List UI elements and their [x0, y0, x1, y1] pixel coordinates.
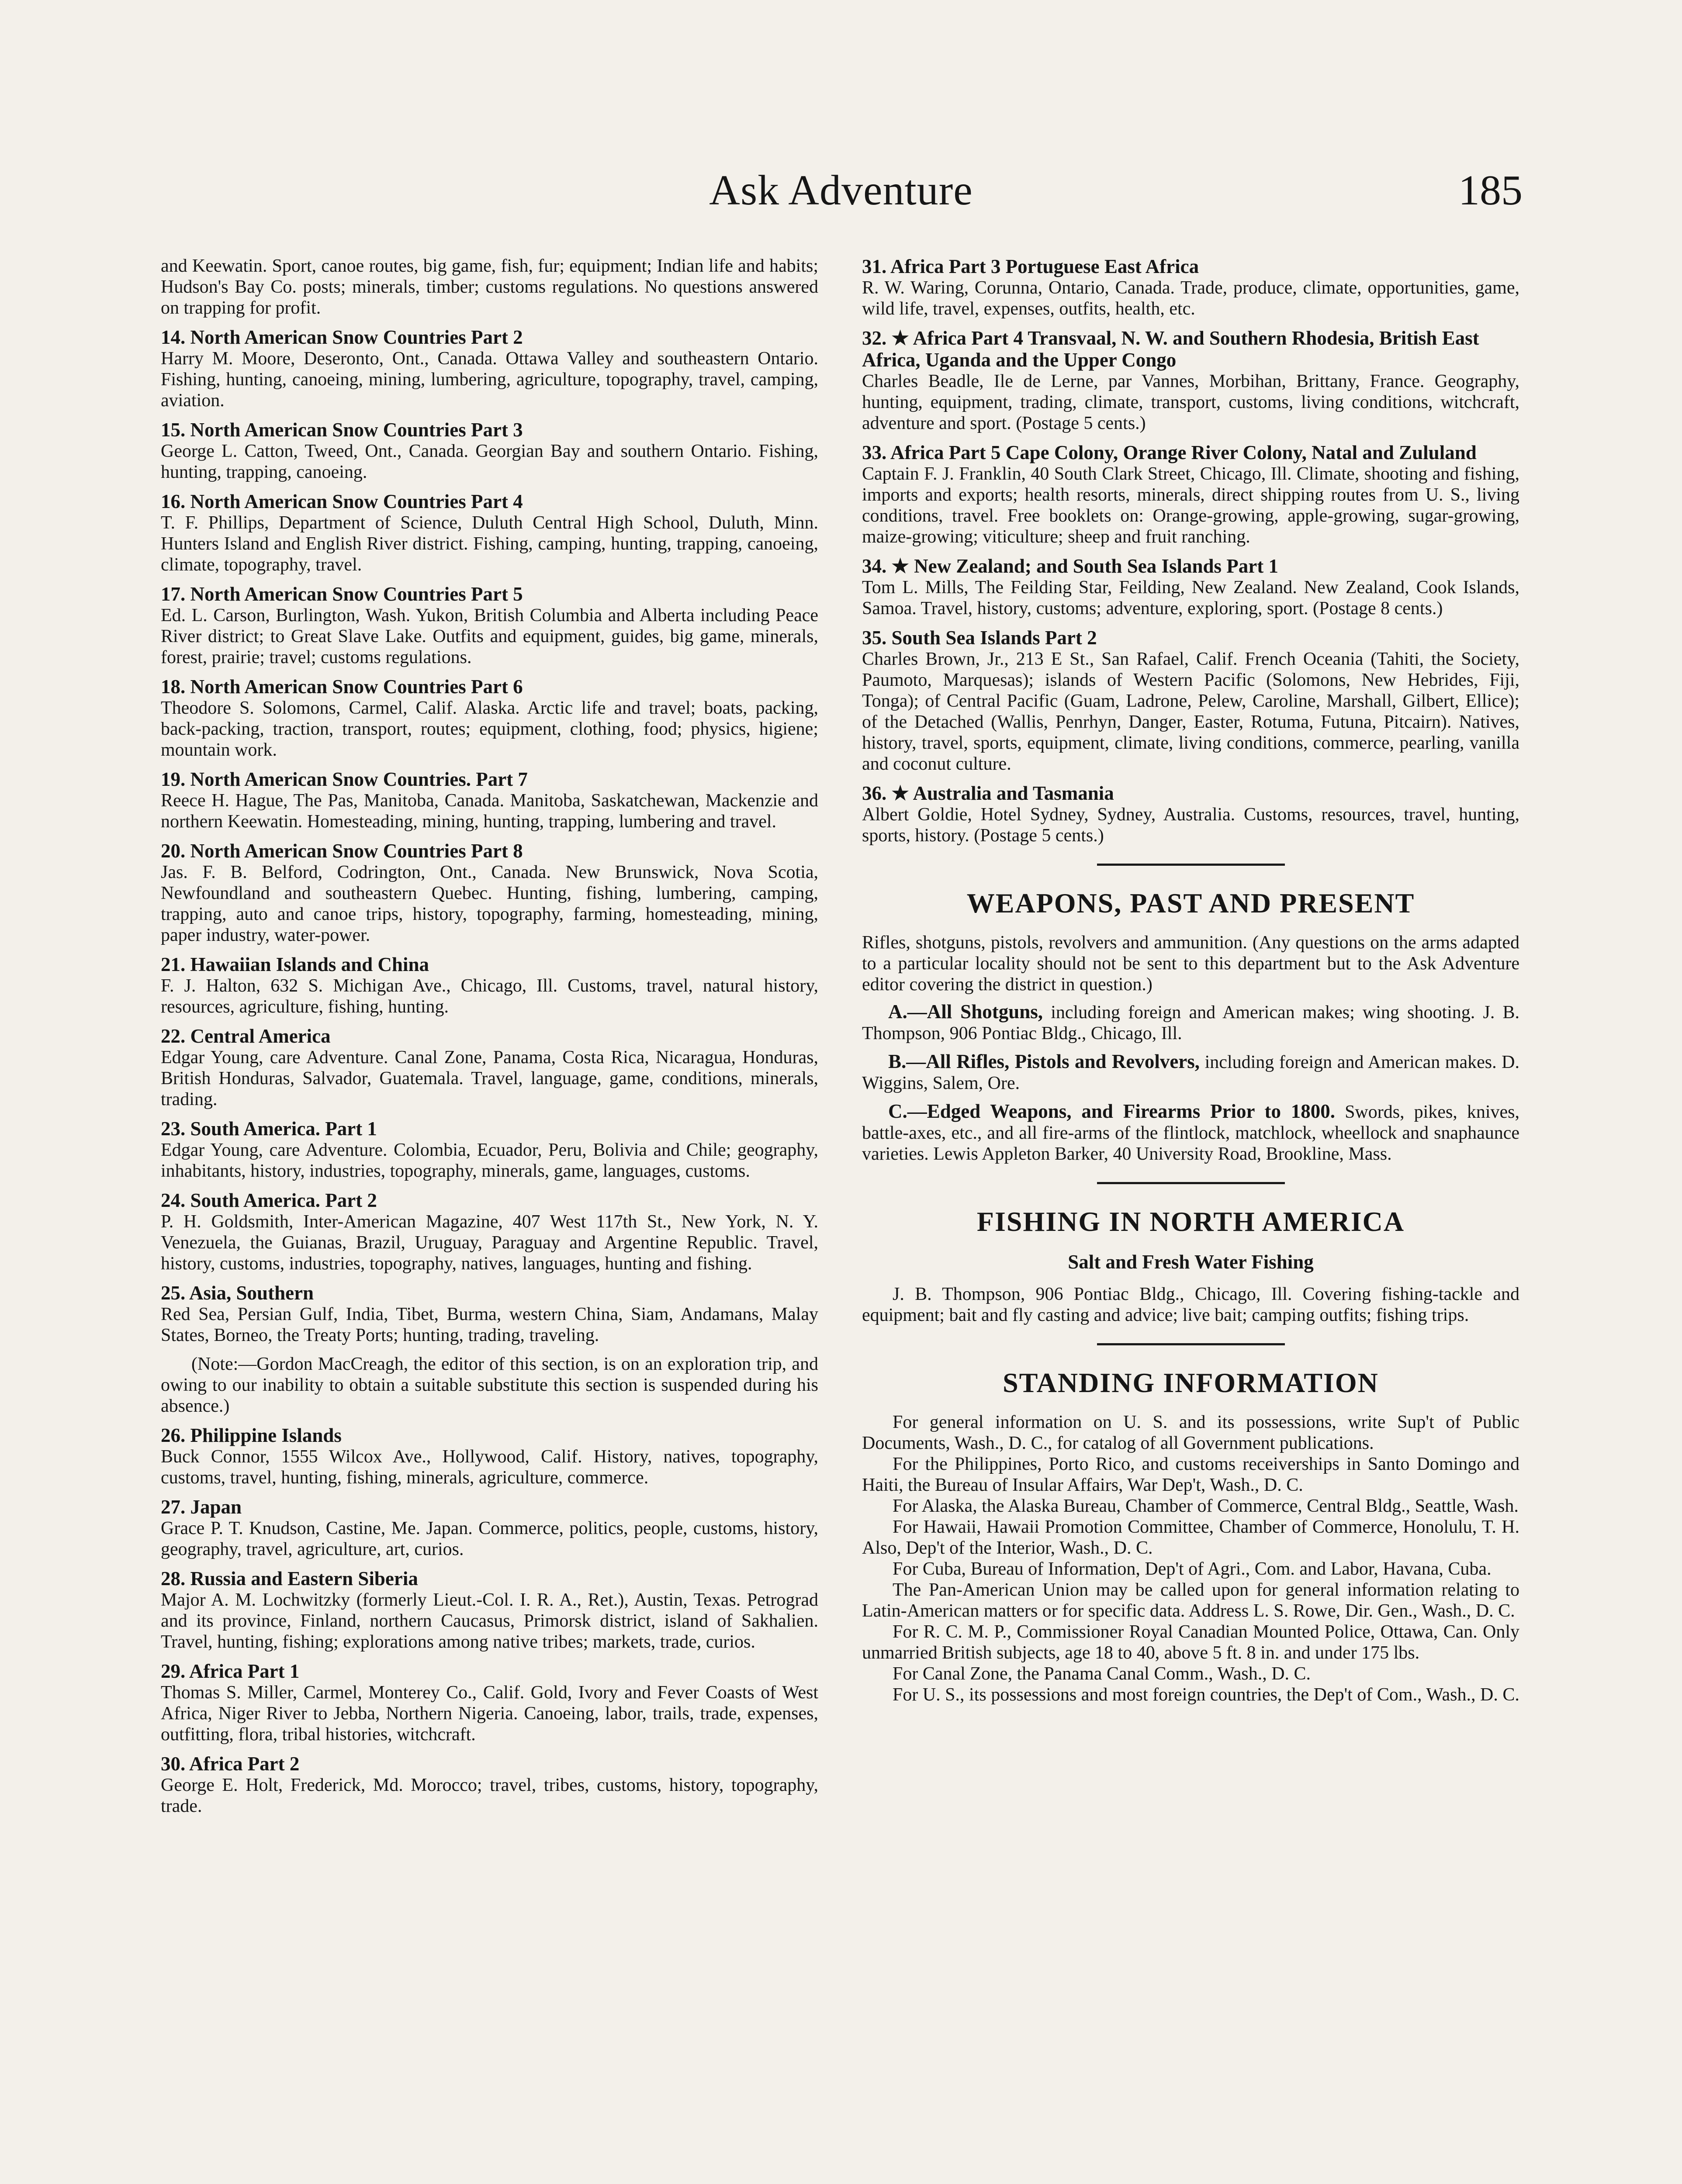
entry	[161, 768, 818, 832]
entry	[862, 782, 1519, 846]
entry	[161, 1424, 818, 1488]
standing-paragraph: For the Philippines, Porto Rico, and customs receiverships in Santo Domingo and Haiti, the Bureau of Insular Affairs, War Dep't, Wash., D. C.	[862, 1454, 1519, 1495]
standing-section-title: STANDING INFORMATION	[1003, 1367, 1379, 1398]
weapons-item-head: B.—All Rifles, Pistols and Revolvers,	[888, 1051, 1200, 1072]
entry-head: 31. Africa Part 3 Portuguese East Africa	[862, 256, 1199, 277]
entry-head: 26. Philippine Islands	[161, 1424, 342, 1446]
running-title: Ask Adventure	[709, 167, 973, 214]
weapons-item	[862, 1001, 1519, 1044]
entry-head: 35. South Sea Islands Part 2	[862, 627, 1097, 649]
entry	[161, 1282, 818, 1346]
entry-body: Tom L. Mills, The Feilding Star, Feilding, New Zealand. New Zealand, Cook Islands, Samoa. Travel, history, customs; adventure, exploring, sport. (Postage 8 cents.)	[862, 577, 1519, 619]
weapons-item-body: including foreign and American makes. D. Wiggins, Salem, Ore.	[862, 1052, 1520, 1093]
weapons-item	[862, 1101, 1519, 1165]
entry	[161, 1660, 818, 1745]
entry	[161, 326, 818, 411]
entry-head: 20. North American Snow Countries Part 8	[161, 840, 523, 862]
entry-body: Thomas S. Miller, Carmel, Monterey Co., Calif. Gold, Ivory and Fever Coasts of West Africa, Niger River to Jebba, Northern Nigeria. Canoeing, labor, trails, trade, expenses, outfitting, flora, tribal histories, witchcraft.	[161, 1683, 818, 1745]
entry-body: Buck Connor, 1555 Wilcox Ave., Hollywood, Calif. History, natives, topography, customs, travel, hunting, fishing, minerals, agriculture, commerce.	[161, 1447, 818, 1488]
standing-paragraph: For general information on U. S. and its possessions, write Sup't of Public Documents, Wash., D. C., for catalog of all Government publications.	[862, 1412, 1519, 1453]
entry-head: 30. Africa Part 2	[161, 1753, 300, 1775]
entry-head: 21. Hawaiian Islands and China	[161, 954, 429, 975]
entry-body: Theodore S. Solomons, Carmel, Calif. Alaska. Arctic life and travel; boats, packing, back-packing, traction, transport, routes; equipment, clothing, food; physics, higiene; mountain work.	[161, 698, 818, 760]
entry	[161, 419, 818, 483]
entry-body: Major A. M. Lochwitzky (formerly Lieut.-Col. I. R. A., Ret.), Austin, Texas. Petrograd and its province, Finland, northern Caucasus, Primorsk district, island of Sakhalien. Travel, hunting, fishing; explorations among native tribes; markets, trade, curios.	[161, 1590, 818, 1652]
entry-body: Edgar Young, care Adventure. Canal Zone, Panama, Costa Rica, Nicaragua, Honduras, British Honduras, Salvador, Guatemala. Travel, language, game, conditions, minerals, trading.	[161, 1047, 818, 1109]
entry	[161, 256, 818, 318]
entry-body: Red Sea, Persian Gulf, India, Tibet, Burma, western China, Siam, Andamans, Malay States, Borneo, the Treaty Ports; hunting, trading, traveling.	[161, 1304, 818, 1345]
entry-body: Ed. L. Carson, Burlington, Wash. Yukon, British Columbia and Alberta including Peace River district; to Great Slave Lake. Outfits and equipment, guides, big game, minerals, forest, prairie; travel; customs regulations.	[161, 605, 818, 667]
entry	[161, 676, 818, 760]
entry	[862, 256, 1519, 319]
note-entry	[161, 1354, 818, 1417]
entry-body: T. F. Phillips, Department of Science, Duluth Central High School, Duluth, Minn. Hunters Island and English River district. Fishing, camping, hunting, trapping, canoeing, climate, topography, travel.	[161, 513, 818, 575]
section-divider	[1097, 1182, 1285, 1184]
entry-body: R. W. Waring, Corunna, Ontario, Canada. Trade, produce, climate, opportunities, game, wild life, travel, expenses, outfits, health, etc.	[862, 278, 1519, 319]
entry	[161, 1189, 818, 1274]
entry-body: George E. Holt, Frederick, Md. Morocco; travel, tribes, customs, history, topography, trade.	[161, 1775, 818, 1816]
fishing-subtitle: Salt and Fresh Water Fishing	[1068, 1251, 1314, 1273]
entry	[161, 840, 818, 946]
entry-head: 29. Africa Part 1	[161, 1660, 300, 1682]
entry-head: 22. Central America	[161, 1025, 331, 1047]
standing-paragraph: For Canal Zone, the Panama Canal Comm., Wash., D. C.	[893, 1664, 1311, 1684]
weapons-item	[862, 1051, 1519, 1094]
standing-paragraph: For Cuba, Bureau of Information, Dep't of Agri., Com. and Labor, Havana, Cuba.	[893, 1559, 1492, 1579]
left-column	[161, 256, 818, 1825]
weapons-intro: Rifles, shotguns, pistols, revolvers and ammunition. (Any questions on the arms adapted to a particular locality should not be sent to this department but to the Ask Adventure editor covering the district in question.)	[862, 933, 1519, 995]
entry-body: Reece H. Hague, The Pas, Manitoba, Canada. Manitoba, Saskatchewan, Mackenzie and northern Keewatin. Homesteading, mining, hunting, trapping, lumbering and travel.	[161, 791, 818, 832]
entry-body: George L. Catton, Tweed, Ont., Canada. Georgian Bay and southern Ontario. Fishing, hunting, trapping, canoeing.	[161, 441, 818, 482]
fishing-section-title: FISHING IN NORTH AMERICA	[976, 1206, 1405, 1237]
entry-body: Jas. F. B. Belford, Codrington, Ont., Canada. New Brunswick, Nova Scotia, Newfoundland and southeastern Quebec. Hunting, fishing, lumbering, camping, trapping, auto and canoe trips, history, topography, farming, homesteading, mining, paper industry, water-power.	[161, 862, 818, 945]
section-divider	[1097, 864, 1285, 866]
entry-head: 17. North American Snow Countries Part 5	[161, 583, 523, 605]
entry-head: 18. North American Snow Countries Part 6	[161, 676, 523, 698]
weapons-item-head: C.—Edged Weapons, and Firearms Prior to 1800.	[888, 1100, 1336, 1122]
entry-body: Edgar Young, care Adventure. Colombia, Ecuador, Peru, Bolivia and Chile; geography, inhabitants, history, industries, topography, minerals, game, languages, customs.	[161, 1140, 818, 1181]
entry	[862, 327, 1519, 434]
standing-paragraph: For U. S., its possessions and most foreign countries, the Dep't of Com., Wash., D. C.	[893, 1685, 1519, 1705]
entry	[161, 1753, 818, 1817]
entry-body: Charles Brown, Jr., 213 E St., San Rafael, Calif. French Oceania (Tahiti, the Society, Paumoto, Marquesas); islands of Western Pacific (Solomons, New Hebrides, Fiji, Tonga); of Central Pacific (Guam, Ladrone, Pelew, Caroline, Marshall, Gilbert, Ellice); of the Detached (Wallis, Penrhyn, Danger, Easter, Rotuma, Futuna, Pitcairn). Natives, history, travel, sports, equipment, climate, living conditions, commerce, pearling, vanilla and coconut culture.	[862, 649, 1519, 774]
standing-paragraph: For Alaska, the Alaska Bureau, Chamber of Commerce, Central Bldg., Seattle, Wash.	[893, 1496, 1519, 1516]
entry-head: 19. North American Snow Countries. Part 7	[161, 768, 528, 790]
entry-body: Harry M. Moore, Deseronto, Ont., Canada. Ottawa Valley and southeastern Ontario. Fishing, hunting, canoeing, mining, lumbering, agriculture, topography, travel, camping, aviation.	[161, 349, 818, 411]
entry-head: 24. South America. Part 2	[161, 1189, 377, 1211]
entry-head: 33. Africa Part 5 Cape Colony, Orange River Colony, Natal and Zululand	[862, 442, 1477, 463]
entry-body: F. J. Halton, 632 S. Michigan Ave., Chicago, Ill. Customs, travel, natural history, resources, agriculture, fishing, hunting.	[161, 976, 818, 1017]
entry-body: Charles Beadle, Ile de Lerne, par Vannes, Morbihan, Brittany, France. Geography, hunting, equipment, trading, climate, transport, customs, living conditions, witchcraft, adventure and sport. (Postage 5 cents.)	[862, 371, 1519, 433]
entry-head: 34. ★ New Zealand; and South Sea Islands Part 1	[862, 555, 1278, 577]
entry-body: P. H. Goldsmith, Inter-American Magazine, 407 West 117th St., New York, N. Y. Venezuela, the Guianas, Brazil, Uruguay, Paraguay and Argentine Republic. Travel, history, customs, industries, topography, natives, languages, hunting and fishing.	[161, 1212, 818, 1274]
entry-head: 16. North American Snow Countries Part 4	[161, 491, 523, 512]
entry	[161, 1496, 818, 1560]
entry	[161, 491, 818, 575]
entry-body: (Note:—Gordon MacCreagh, the editor of this section, is on an exploration trip, and owing to our inability to obtain a suitable substitute this section is suspended during his absence.)	[161, 1354, 818, 1416]
entry-head: 23. South America. Part 1	[161, 1118, 377, 1140]
entry-head: 25. Asia, Southern	[161, 1282, 314, 1304]
entry	[862, 555, 1519, 619]
entry	[161, 583, 818, 668]
entry	[161, 1568, 818, 1652]
entry-body: Captain F. J. Franklin, 40 South Clark Street, Chicago, Ill. Climate, shooting and fishing, imports and exports; health resorts, minerals, direct shipping routes from U. S., living conditions, travel. Free booklets on: Orange-growing, apple-growing, sugar-growing, maize-growing; viticulture; sheep and fruit ranching.	[862, 464, 1519, 547]
entry	[161, 1025, 818, 1110]
section-divider	[1097, 1343, 1285, 1345]
weapons-item-head: A.—All Shotguns,	[888, 1001, 1043, 1023]
standing-paragraph: For R. C. M. P., Commissioner Royal Canadian Mounted Police, Ottawa, Can. Only unmarried British subjects, age 18 to 40, above 5 ft. 8 in. and under 175 lbs.	[862, 1622, 1519, 1663]
weapons-item-body: including foreign and American makes; wing shooting. J. B. Thompson, 906 Pontiac Bldg., Chicago, Ill.	[862, 1002, 1520, 1044]
standing-paragraph: For Hawaii, Hawaii Promotion Committee, Chamber of Commerce, Honolulu, T. H. Also, Dep't of the Interior, Wash., D. C.	[862, 1517, 1519, 1558]
page-number: 185	[1458, 167, 1523, 214]
standing-paragraph: The Pan-American Union may be called upon for general information relating to Latin-American matters or for specific data. Address L. S. Rowe, Dir. Gen., Wash., D. C.	[862, 1580, 1519, 1621]
right-column	[862, 256, 1519, 1705]
entry-head: 27. Japan	[161, 1496, 242, 1518]
entry-body: and Keewatin. Sport, canoe routes, big game, fish, fur; equipment; Indian life and habits; Hudson's Bay Co. posts; minerals, timber; customs regulations. No questions answered on trapping for profit.	[161, 256, 818, 318]
entry-body: Albert Goldie, Hotel Sydney, Sydney, Australia. Customs, resources, travel, hunting, sports, history. (Postage 5 cents.)	[862, 805, 1519, 846]
entry	[862, 627, 1519, 774]
entry	[161, 1118, 818, 1182]
entry	[862, 442, 1519, 547]
weapons-section-title: WEAPONS, PAST AND PRESENT	[966, 888, 1415, 919]
entry-head: 15. North American Snow Countries Part 3	[161, 419, 523, 441]
entry-head: 36. ★ Australia and Tasmania	[862, 782, 1114, 804]
entry-head: 32. ★ Africa Part 4 Transvaal, N. W. and Southern Rhodesia, British East Africa, Uganda and the Upper Congo	[862, 327, 1479, 371]
entry-head: 14. North American Snow Countries Part 2	[161, 326, 523, 348]
fishing-body: J. B. Thompson, 906 Pontiac Bldg., Chicago, Ill. Covering fishing-tackle and equipment; bait and fly casting and advice; live bait; camping outfits; fishing trips.	[862, 1284, 1519, 1325]
weapons-item-body: Swords, pikes, knives, battle-axes, etc., and all fire-arms of the flintlock, matchlock, wheellock and snaphaunce varieties. Lewis Appleton Barker, 40 University Road, Brookline, Mass.	[862, 1102, 1519, 1164]
entry-body: Grace P. T. Knudson, Castine, Me. Japan. Commerce, politics, people, customs, history, geography, travel, agriculture, art, curios.	[161, 1518, 818, 1559]
entry-head: 28. Russia and Eastern Siberia	[161, 1568, 418, 1590]
entry	[161, 954, 818, 1017]
